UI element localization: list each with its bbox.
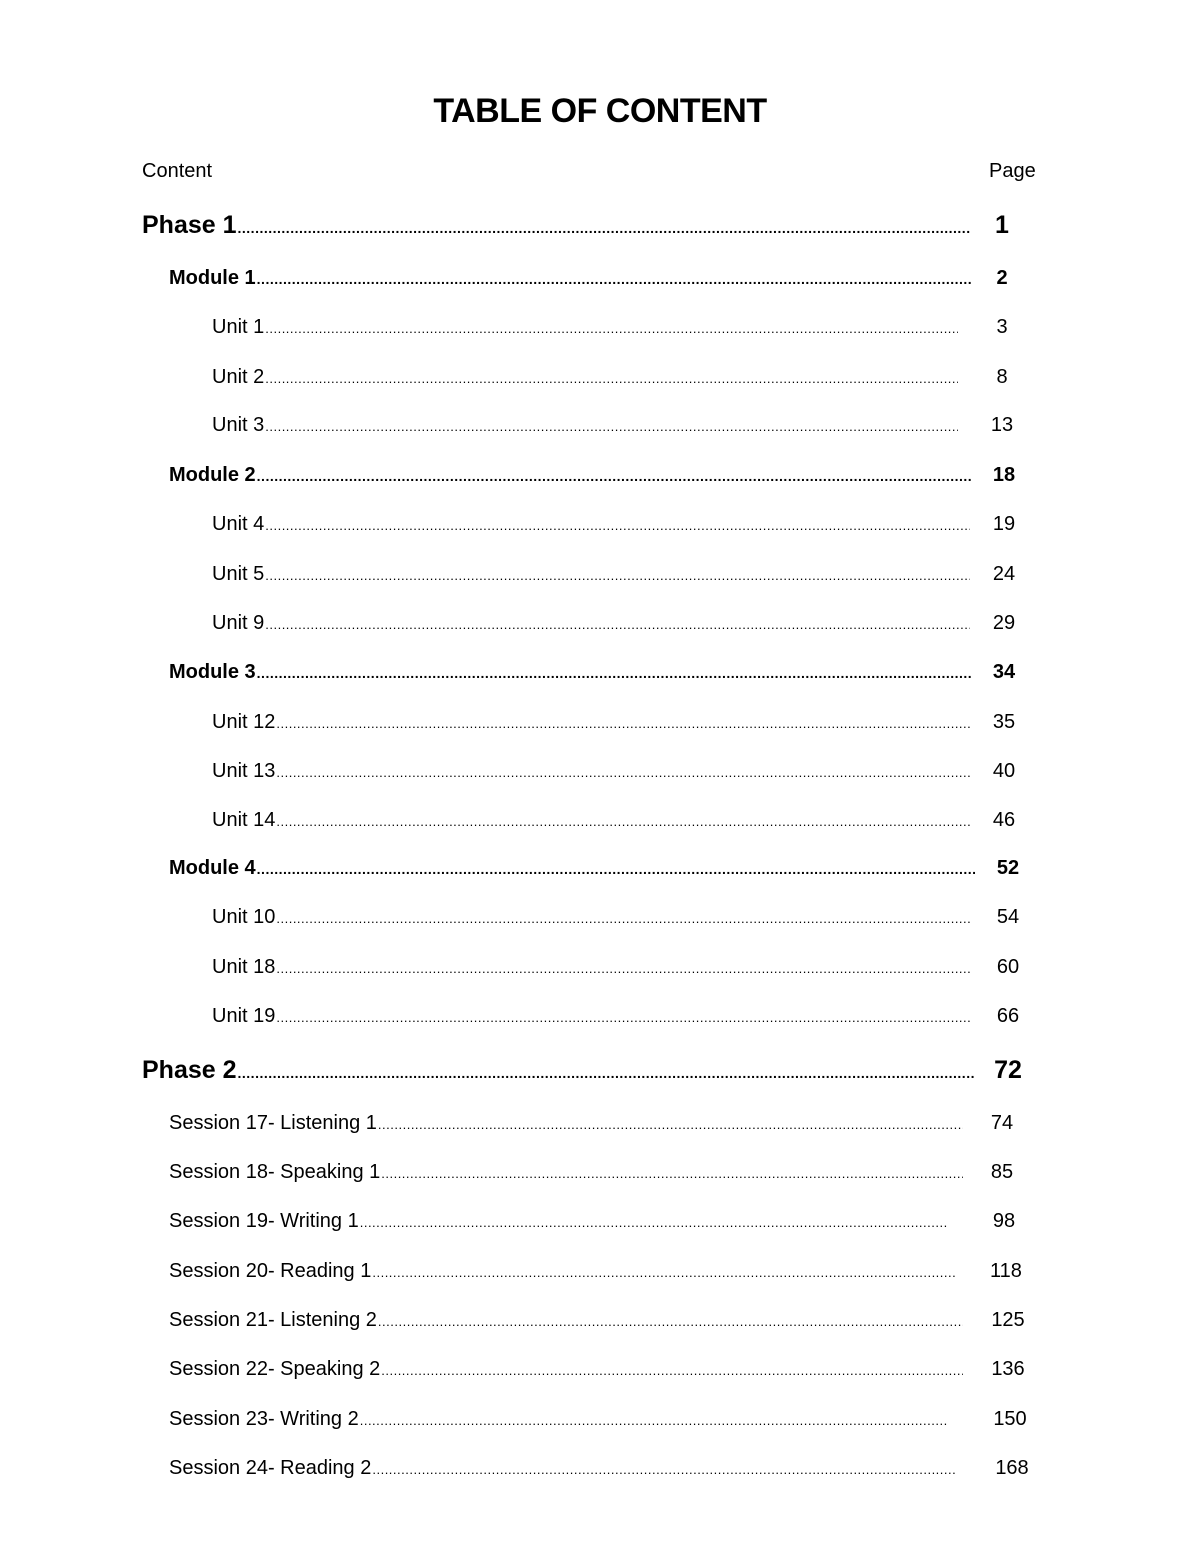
toc-entry-label: Unit 4 [212, 513, 265, 535]
toc-entry-unit[interactable] [212, 809, 1016, 832]
toc-entry-label: Session 23- Writing 2 [169, 1408, 359, 1430]
dot-leader [276, 814, 970, 829]
toc-entry-page-number: 168 [995, 1457, 1029, 1479]
dot-leader [238, 220, 970, 236]
toc-entry-page-number: 118 [990, 1260, 1022, 1282]
toc-entry-label: Phase 2 [142, 1056, 237, 1084]
column-header-content: Content [142, 160, 213, 182]
toc-entry-label: Module 2 [169, 464, 256, 486]
toc-entry-session[interactable] [169, 1210, 1016, 1233]
toc-entry-label: Session 22- Speaking 2 [169, 1358, 381, 1380]
dot-leader [372, 1265, 955, 1280]
toc-entry-page-number: 72 [994, 1056, 1022, 1084]
toc-entry-page-number: 74 [990, 1112, 1014, 1134]
dot-leader [276, 765, 970, 780]
toc-entry-label: Session 24- Reading 2 [169, 1457, 372, 1479]
toc-entry-unit[interactable] [212, 414, 1014, 437]
toc-entry-page-number: 1 [995, 211, 1009, 239]
toc-entry-page-number: 54 [996, 906, 1020, 928]
toc-entry-page-number: 13 [990, 414, 1014, 436]
dot-leader [257, 468, 972, 484]
toc-entry-label: Unit 13 [212, 760, 276, 782]
toc-entry-page-number: 18 [992, 464, 1016, 486]
toc-entry-session[interactable] [169, 1260, 1022, 1283]
dot-leader [257, 271, 972, 287]
toc-entry-session[interactable] [169, 1408, 1027, 1431]
dot-leader [276, 1010, 970, 1025]
dot-leader [265, 568, 970, 583]
toc-entry-session[interactable] [169, 1161, 1014, 1184]
toc-entry-label: Phase 1 [142, 211, 237, 239]
toc-entry-unit[interactable] [212, 1005, 1020, 1028]
toc-entry-label: Session 17- Listening 1 [169, 1112, 377, 1134]
page-title: TABLE OF CONTENT [433, 92, 767, 130]
toc-entry-page-number: 40 [992, 760, 1016, 782]
dot-leader [378, 1314, 963, 1329]
dot-leader [257, 665, 972, 681]
toc-entry-label: Unit 3 [212, 414, 265, 436]
dot-leader [265, 617, 970, 632]
toc-entry-label: Unit 18 [212, 956, 276, 978]
toc-entry-unit[interactable] [212, 513, 1016, 536]
toc-entry-module[interactable] [169, 661, 1016, 684]
toc-entry-label: Session 20- Reading 1 [169, 1260, 372, 1282]
toc-entry-page-number: 125 [991, 1309, 1025, 1331]
dot-leader [360, 1215, 948, 1230]
toc-entry-page-number: 46 [992, 809, 1016, 831]
toc-entry-session[interactable] [169, 1112, 1014, 1135]
dot-leader [276, 911, 970, 926]
dot-leader [372, 1462, 955, 1477]
toc-entry-label: Unit 5 [212, 563, 265, 585]
toc-entry-unit[interactable] [212, 956, 1020, 979]
toc-entry-page-number: 85 [990, 1161, 1014, 1183]
toc-entry-label: Session 18- Speaking 1 [169, 1161, 381, 1183]
toc-entry-label: Unit 1 [212, 316, 265, 338]
dot-leader [265, 321, 958, 336]
dot-leader [276, 716, 970, 731]
toc-entry-page-number: 8 [996, 366, 1008, 388]
toc-entry-label: Unit 10 [212, 906, 276, 928]
toc-entry-session[interactable] [169, 1457, 1029, 1480]
toc-entry-page-number: 2 [996, 267, 1008, 289]
toc-entry-page-number: 35 [992, 711, 1016, 733]
dot-leader [265, 419, 958, 434]
toc-entry-session[interactable] [169, 1309, 1025, 1332]
toc-entry-unit[interactable] [212, 711, 1016, 734]
toc-entry-page-number: 98 [992, 1210, 1016, 1232]
dot-leader [360, 1413, 948, 1428]
toc-entry-page-number: 34 [992, 661, 1016, 683]
toc-entry-unit[interactable] [212, 316, 1008, 339]
toc-entry-unit[interactable] [212, 612, 1016, 635]
toc-entry-label: Module 1 [169, 267, 256, 289]
dot-leader [257, 861, 975, 877]
toc-entry-label: Unit 9 [212, 612, 265, 634]
toc-entry-label: Module 4 [169, 857, 256, 879]
toc-entry-unit[interactable] [212, 906, 1020, 929]
toc-entry-module[interactable] [169, 464, 1016, 487]
toc-entry-phase[interactable] [142, 1056, 1022, 1085]
toc-entry-label: Session 21- Listening 2 [169, 1309, 377, 1331]
toc-entry-module[interactable] [169, 857, 1020, 880]
column-header-page: Page [989, 160, 1036, 182]
dot-leader [265, 371, 958, 386]
toc-entry-page-number: 3 [996, 316, 1008, 338]
toc-entry-session[interactable] [169, 1358, 1025, 1381]
toc-entry-phase[interactable] [142, 211, 1009, 240]
toc-entry-label: Unit 12 [212, 711, 276, 733]
dot-leader [381, 1166, 963, 1181]
toc-entry-page-number: 60 [996, 956, 1020, 978]
dot-leader [378, 1117, 963, 1132]
dot-leader [381, 1363, 963, 1378]
toc-entry-page-number: 150 [993, 1408, 1027, 1430]
dot-leader [276, 961, 970, 976]
toc-entry-page-number: 29 [992, 612, 1016, 634]
toc-entry-label: Unit 2 [212, 366, 265, 388]
toc-entry-page-number: 52 [996, 857, 1020, 879]
dot-leader [238, 1065, 975, 1081]
toc-entry-label: Unit 14 [212, 809, 276, 831]
toc-entry-unit[interactable] [212, 366, 1008, 389]
toc-entry-unit[interactable] [212, 760, 1016, 783]
toc-entry-page-number: 24 [992, 563, 1016, 585]
toc-entry-page-number: 136 [991, 1358, 1025, 1380]
toc-entry-label: Module 3 [169, 661, 256, 683]
toc-entry-page-number: 19 [992, 513, 1016, 535]
toc-entry-unit[interactable] [212, 563, 1016, 586]
toc-entry-page-number: 66 [996, 1005, 1020, 1027]
toc-entry-module[interactable] [169, 267, 1008, 290]
toc-entry-label: Unit 19 [212, 1005, 276, 1027]
dot-leader [265, 518, 970, 533]
toc-entry-label: Session 19- Writing 1 [169, 1210, 359, 1232]
